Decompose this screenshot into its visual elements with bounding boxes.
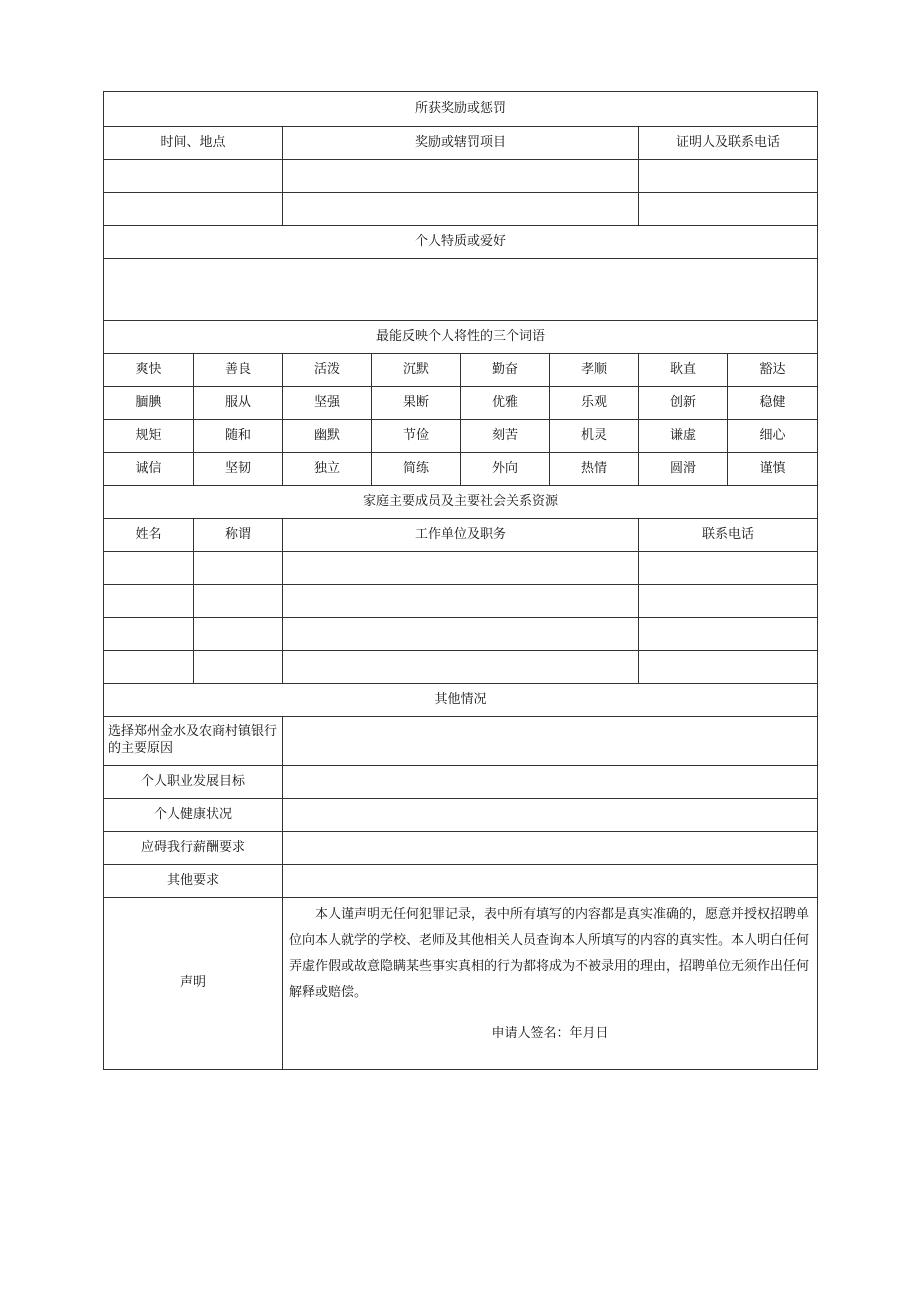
word-option[interactable]: 谦虚 — [639, 420, 728, 453]
word-option[interactable]: 幽默 — [283, 420, 372, 453]
other-input-career-goal[interactable] — [283, 766, 818, 799]
words-section-title: 最能反映个人将性的三个词语 — [104, 321, 818, 354]
awards-cell-item[interactable] — [283, 160, 639, 193]
family-cell-employer[interactable] — [283, 552, 639, 585]
family-cell-phone[interactable] — [639, 585, 818, 618]
word-option[interactable]: 活泼 — [283, 354, 372, 387]
family-cell-phone[interactable] — [639, 651, 818, 684]
family-cell-relation[interactable] — [194, 651, 283, 684]
word-option[interactable]: 坚韧 — [194, 453, 283, 486]
traits-section-title: 个人特质或爱好 — [104, 226, 818, 259]
word-option[interactable]: 优雅 — [461, 387, 550, 420]
word-option[interactable]: 创新 — [639, 387, 728, 420]
declaration-cell — [283, 898, 818, 1070]
word-option[interactable]: 稳健 — [728, 387, 818, 420]
word-option[interactable]: 孝顺 — [550, 354, 639, 387]
application-form-table — [103, 91, 818, 1070]
word-option[interactable]: 坚强 — [283, 387, 372, 420]
word-option[interactable]: 乐观 — [550, 387, 639, 420]
word-option[interactable]: 节俭 — [372, 420, 461, 453]
other-input-reason[interactable] — [283, 717, 818, 766]
awards-header-time-place: 时间、地点 — [104, 127, 283, 160]
other-section-title: 其他情况 — [104, 684, 818, 717]
word-option[interactable]: 随和 — [194, 420, 283, 453]
family-cell-relation[interactable] — [194, 552, 283, 585]
family-cell-employer[interactable] — [283, 585, 639, 618]
word-option[interactable]: 勤奋 — [461, 354, 550, 387]
family-cell-relation[interactable] — [194, 618, 283, 651]
family-cell-name[interactable] — [104, 585, 194, 618]
word-option[interactable]: 腼腆 — [104, 387, 194, 420]
family-cell-relation[interactable] — [194, 585, 283, 618]
family-header-employer: 工作单位及职务 — [283, 519, 639, 552]
traits-input-area[interactable] — [104, 259, 818, 321]
word-option[interactable]: 机灵 — [550, 420, 639, 453]
word-option[interactable]: 简练 — [372, 453, 461, 486]
other-label-reason: 选择郑州金水及农商村镇银行的主要原因 — [104, 717, 283, 766]
awards-cell-witness-phone[interactable] — [639, 193, 818, 226]
declaration-text: 本人谨声明无任何犯罪记录，表中所有填写的内容都是真实准确的，愿意并授权招聘单位向本人就学的学校、老师及其他相关人员查询本人所填写的内容的真实性。本人明白任何弄虚作假或故意隐瞒某些事实真相的行为都将成为不被录用的理由，招聘单位无须作出任何解释或赔偿。 — [289, 907, 810, 1000]
word-option[interactable]: 诚信 — [104, 453, 194, 486]
awards-header-witness-phone: 证明人及联系电话 — [639, 127, 818, 160]
other-label-career-goal: 个人职业发展目标 — [104, 766, 283, 799]
awards-cell-witness-phone[interactable] — [639, 160, 818, 193]
word-option[interactable]: 爽快 — [104, 354, 194, 387]
awards-cell-item[interactable] — [283, 193, 639, 226]
word-option[interactable]: 耿直 — [639, 354, 728, 387]
family-section-title: 家庭主要成员及主要社会关系资源 — [104, 486, 818, 519]
signature-line[interactable]: 申请人签名：年月日 — [491, 1026, 609, 1041]
declaration-label: 声明 — [104, 898, 283, 1070]
family-cell-phone[interactable] — [639, 552, 818, 585]
family-cell-name[interactable] — [104, 618, 194, 651]
family-header-phone: 联系电话 — [639, 519, 818, 552]
other-label-other-requirements: 其他要求 — [104, 865, 283, 898]
other-label-salary: 应碍我行薪酬要求 — [104, 832, 283, 865]
other-input-salary[interactable] — [283, 832, 818, 865]
family-cell-name[interactable] — [104, 651, 194, 684]
family-cell-name[interactable] — [104, 552, 194, 585]
awards-section-title: 所获奖励或惩罚 — [104, 92, 818, 127]
other-input-other-requirements[interactable] — [283, 865, 818, 898]
family-cell-employer[interactable] — [283, 651, 639, 684]
word-option[interactable]: 谨慎 — [728, 453, 818, 486]
family-cell-phone[interactable] — [639, 618, 818, 651]
word-option[interactable]: 服从 — [194, 387, 283, 420]
word-option[interactable]: 热情 — [550, 453, 639, 486]
awards-cell-time-place[interactable] — [104, 193, 283, 226]
word-option[interactable]: 刻苦 — [461, 420, 550, 453]
awards-header-item: 奖励或辖罚项目 — [283, 127, 639, 160]
other-input-health[interactable] — [283, 799, 818, 832]
family-header-relation: 称谓 — [194, 519, 283, 552]
word-option[interactable]: 独立 — [283, 453, 372, 486]
word-option[interactable]: 外向 — [461, 453, 550, 486]
word-option[interactable]: 善良 — [194, 354, 283, 387]
word-option[interactable]: 果断 — [372, 387, 461, 420]
awards-cell-time-place[interactable] — [104, 160, 283, 193]
word-option[interactable]: 豁达 — [728, 354, 818, 387]
word-option[interactable]: 圆滑 — [639, 453, 728, 486]
word-option[interactable]: 规矩 — [104, 420, 194, 453]
family-cell-employer[interactable] — [283, 618, 639, 651]
word-option[interactable]: 细心 — [728, 420, 818, 453]
word-option[interactable]: 沉默 — [372, 354, 461, 387]
family-header-name: 姓名 — [104, 519, 194, 552]
other-label-health: 个人健康状况 — [104, 799, 283, 832]
